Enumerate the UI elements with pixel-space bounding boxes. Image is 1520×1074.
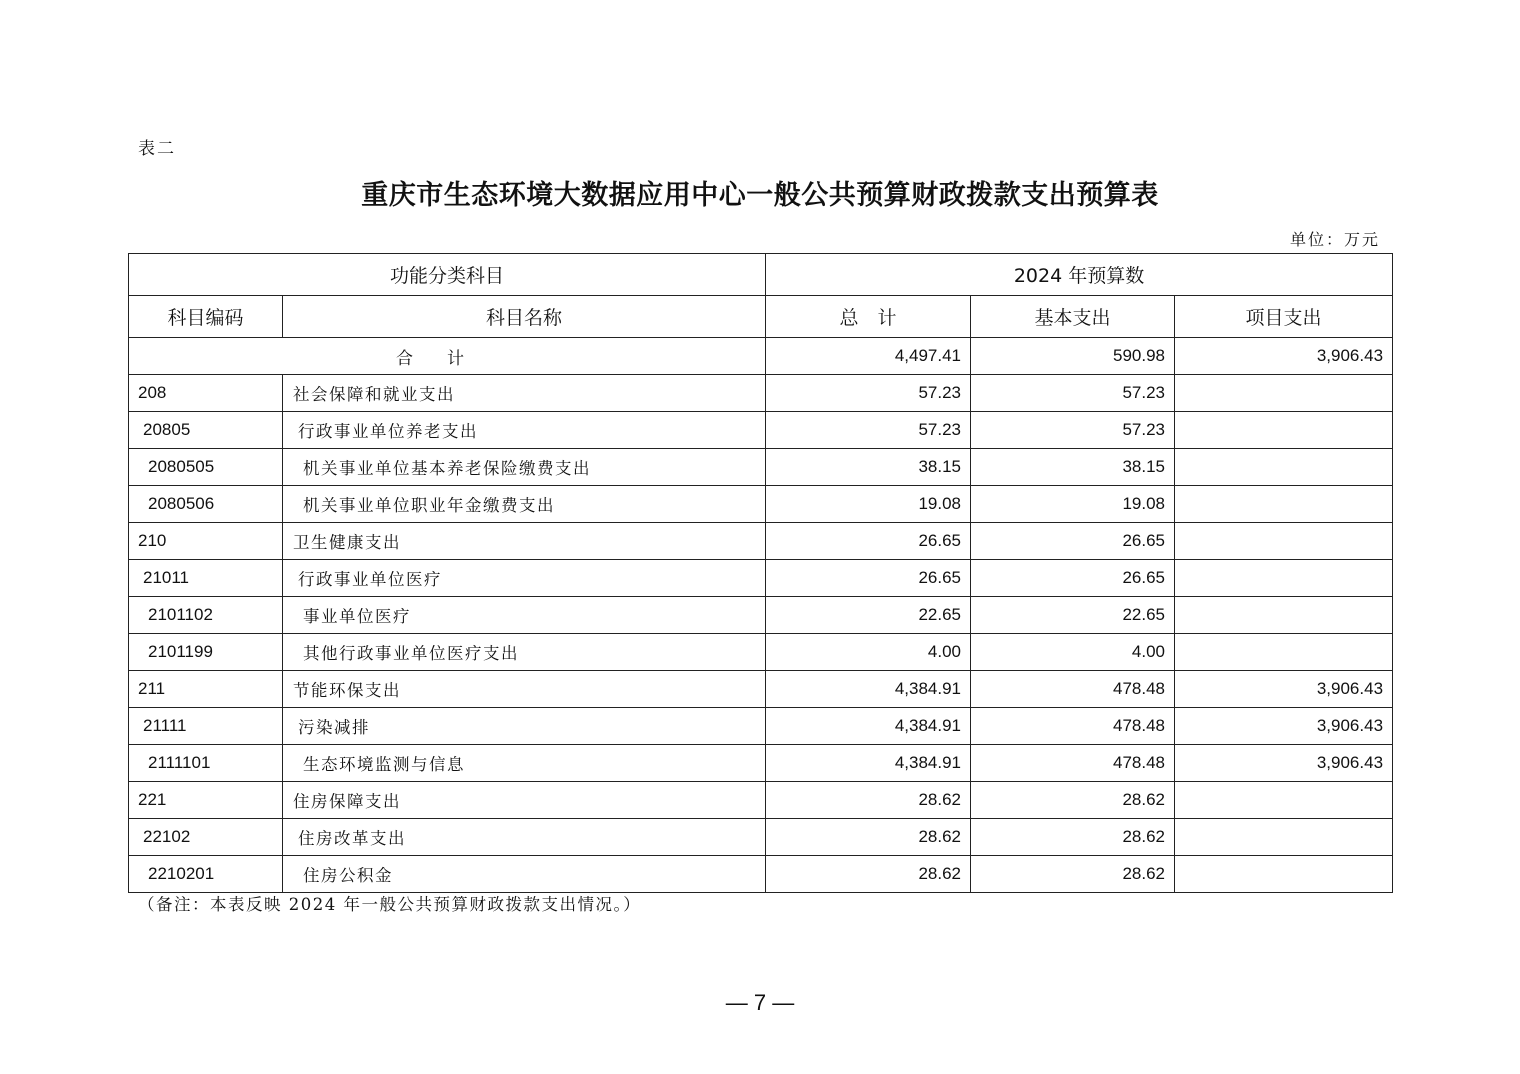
row-basic: 28.62 [971, 782, 1175, 819]
row-project: 3,906.43 [1175, 671, 1393, 708]
row-project: 3,906.43 [1175, 708, 1393, 745]
row-basic: 478.48 [971, 671, 1175, 708]
total-label: 合计 [129, 338, 766, 375]
row-total: 26.65 [766, 523, 971, 560]
row-basic: 26.65 [971, 523, 1175, 560]
total-basic: 590.98 [971, 338, 1175, 375]
header-name: 科目名称 [283, 296, 766, 338]
row-project [1175, 782, 1393, 819]
row-basic: 57.23 [971, 375, 1175, 412]
table-row [129, 634, 1393, 671]
row-total: 28.62 [766, 819, 971, 856]
row-name: 住房保障支出 [283, 782, 766, 819]
row-basic: 38.15 [971, 449, 1175, 486]
row-name: 社会保障和就业支出 [283, 375, 766, 412]
row-name: 生态环境监测与信息 [283, 745, 766, 782]
table-row [129, 486, 1393, 523]
row-basic: 478.48 [971, 745, 1175, 782]
budget-table [128, 253, 1393, 893]
row-name: 机关事业单位职业年金缴费支出 [283, 486, 766, 523]
row-project [1175, 523, 1393, 560]
header-group-row [129, 254, 1393, 296]
row-project [1175, 634, 1393, 671]
row-project [1175, 449, 1393, 486]
row-total: 57.23 [766, 375, 971, 412]
row-code: 2210201 [129, 856, 283, 893]
header-functional-classification: 功能分类科目 [129, 254, 766, 296]
row-basic: 26.65 [971, 560, 1175, 597]
row-code: 21011 [129, 560, 283, 597]
row-project [1175, 597, 1393, 634]
row-project [1175, 412, 1393, 449]
row-code: 221 [129, 782, 283, 819]
table-label: 表二 [138, 139, 176, 159]
row-total: 4,384.91 [766, 671, 971, 708]
table-row [129, 671, 1393, 708]
table-row [129, 782, 1393, 819]
row-code: 21111 [129, 708, 283, 745]
row-code: 20805 [129, 412, 283, 449]
row-name: 行政事业单位医疗 [283, 560, 766, 597]
row-code: 208 [129, 375, 283, 412]
table-row [129, 708, 1393, 745]
footnote: （备注：本表反映 2024 年一般公共预算财政拨款支出情况。） [138, 895, 642, 914]
row-project [1175, 856, 1393, 893]
total-project: 3,906.43 [1175, 338, 1393, 375]
row-name: 机关事业单位基本养老保险缴费支出 [283, 449, 766, 486]
row-project [1175, 486, 1393, 523]
row-project [1175, 375, 1393, 412]
row-basic: 28.62 [971, 856, 1175, 893]
row-project [1175, 819, 1393, 856]
row-code: 2080506 [129, 486, 283, 523]
row-total: 38.15 [766, 449, 971, 486]
unit-label: 单位：万元 [1289, 230, 1380, 249]
page-title: 重庆市生态环境大数据应用中心一般公共预算财政拨款支出预算表 [361, 180, 1159, 211]
table-row [129, 819, 1393, 856]
total-total: 4,497.41 [766, 338, 971, 375]
row-basic: 478.48 [971, 708, 1175, 745]
header-basic: 基本支出 [971, 296, 1175, 338]
row-total: 4,384.91 [766, 745, 971, 782]
header-code: 科目编码 [129, 296, 283, 338]
table-row [129, 412, 1393, 449]
page-number: — 7 — [725, 990, 795, 1015]
total-row [129, 338, 1393, 375]
row-code: 2080505 [129, 449, 283, 486]
row-code: 2101199 [129, 634, 283, 671]
table-row [129, 375, 1393, 412]
row-basic: 22.65 [971, 597, 1175, 634]
header-column-row [129, 296, 1393, 338]
row-basic: 4.00 [971, 634, 1175, 671]
header-total: 总 计 [766, 296, 971, 338]
row-code: 2111101 [129, 745, 283, 782]
table-row [129, 597, 1393, 634]
table-row [129, 449, 1393, 486]
row-project [1175, 560, 1393, 597]
row-code: 210 [129, 523, 283, 560]
row-total: 4.00 [766, 634, 971, 671]
row-name: 其他行政事业单位医疗支出 [283, 634, 766, 671]
row-code: 22102 [129, 819, 283, 856]
row-name: 住房公积金 [283, 856, 766, 893]
row-name: 行政事业单位养老支出 [283, 412, 766, 449]
row-total: 28.62 [766, 856, 971, 893]
row-name: 污染减排 [283, 708, 766, 745]
row-name: 卫生健康支出 [283, 523, 766, 560]
row-project: 3,906.43 [1175, 745, 1393, 782]
row-total: 19.08 [766, 486, 971, 523]
row-code: 211 [129, 671, 283, 708]
row-basic: 57.23 [971, 412, 1175, 449]
row-basic: 28.62 [971, 819, 1175, 856]
row-total: 22.65 [766, 597, 971, 634]
row-basic: 19.08 [971, 486, 1175, 523]
row-total: 57.23 [766, 412, 971, 449]
table-row [129, 856, 1393, 893]
table-row [129, 560, 1393, 597]
row-name: 节能环保支出 [283, 671, 766, 708]
table-row [129, 523, 1393, 560]
row-total: 26.65 [766, 560, 971, 597]
header-project: 项目支出 [1175, 296, 1393, 338]
header-budget-year: 2024 年预算数 [766, 254, 1393, 296]
table-row [129, 745, 1393, 782]
row-total: 4,384.91 [766, 708, 971, 745]
row-total: 28.62 [766, 782, 971, 819]
row-code: 2101102 [129, 597, 283, 634]
row-name: 住房改革支出 [283, 819, 766, 856]
row-name: 事业单位医疗 [283, 597, 766, 634]
